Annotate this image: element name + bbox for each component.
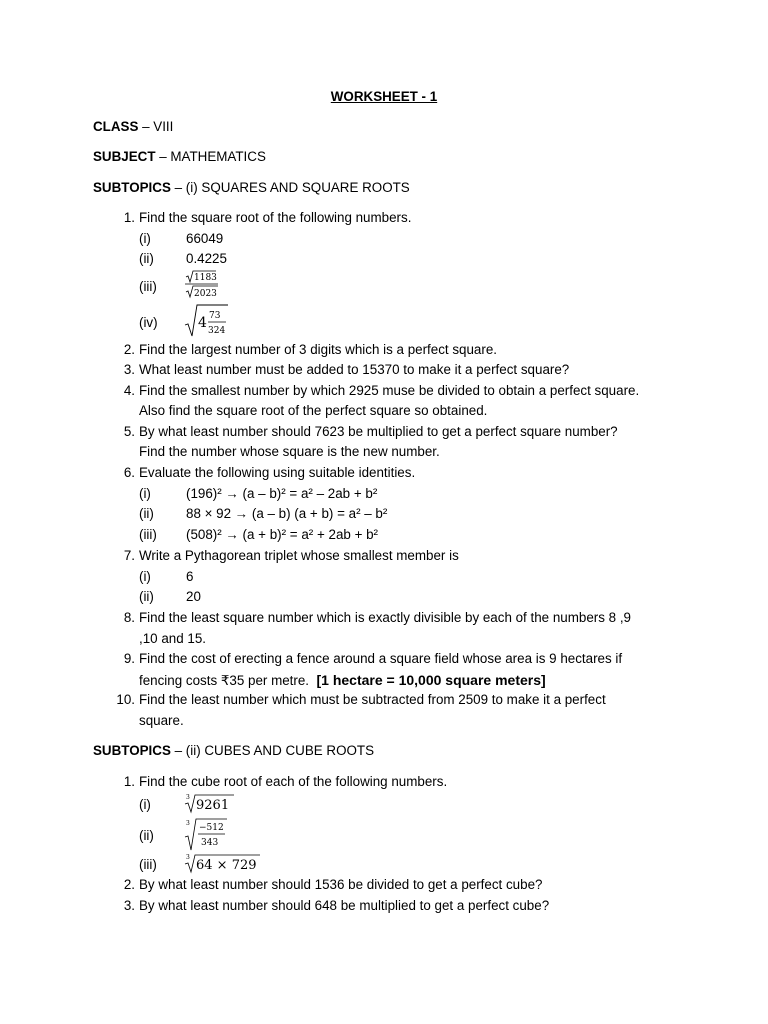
question-text: What least number must be added to 15370 to make it a perfect square? [139,362,570,377]
question-number: 2. [123,877,135,892]
question-text-continued: fencing costs ₹35 per metre. [139,673,310,688]
question-number: 9. [123,651,135,666]
part-value: 6 [186,569,194,584]
question-text: Find the largest number of 3 digits which is a perfect square. [139,342,498,357]
subtopic-value: – (ii) CUBES AND CUBE ROOTS [170,743,375,758]
question-text-continued: Find the number whose square is the new number. [139,444,440,459]
question-text-continued: Also find the square root of the perfect square so obtained. [139,403,488,418]
question-number: 4. [123,383,135,398]
root-index: 3 [186,854,190,861]
subtopic-label: SUBTOPICS [93,180,171,195]
class-value: – VIII [138,119,174,134]
subject-label: SUBJECT [93,149,156,164]
part-label: (i) [139,486,151,501]
question-text: By what least number should 648 be multiplied to get a perfect cube? [139,898,550,913]
sqrt-mixed-number-math [184,303,232,339]
hectare-note: [1 hectare = 10,000 square meters] [316,672,546,688]
fraction-denominator: 2023 [194,289,217,299]
cube-root-math [184,792,244,814]
question-number: 2. [123,342,135,357]
subject-value: – MATHEMATICS [155,149,266,164]
radicand: 64 × 729 [196,858,257,873]
question-number: 7. [123,548,135,563]
subtopic-label: SUBTOPICS [93,743,171,758]
question-number: 10. [116,692,135,707]
part-label: (i) [139,231,151,246]
subject-line [93,149,266,164]
part-label: (i) [139,569,151,584]
part-label: (ii) [139,589,154,604]
question-number: 3. [123,898,135,913]
question-number: 3. [123,362,135,377]
question-text: Find the cube root of each of the following numbers. [139,774,448,789]
part-value: 88 × 92 → (a – b) (a + b) = a² – b² [186,506,388,521]
question-text: Write a Pythagorean triplet whose smallest member is [139,548,459,563]
part-label: (ii) [139,506,154,521]
fraction-denominator: 343 [201,838,219,848]
cube-root-product-math [184,852,264,874]
part-label: (iii) [139,279,157,294]
part-label: (iii) [139,527,157,542]
fraction-denominator: 324 [208,326,226,336]
worksheet-title: WORKSHEET - 1 [330,89,438,104]
question-number: 1. [123,210,135,225]
question-number: 8. [123,610,135,625]
part-label: (iii) [139,857,157,872]
subtopic-line-1 [93,180,410,195]
fraction-numerator: 1183 [194,273,217,283]
fraction-numerator: −512 [199,823,224,833]
part-value: (196)² → (a – b)² = a² – 2ab + b² [186,486,378,501]
question-text: Evaluate the following using suitable identities. [139,465,416,480]
cube-root-fraction-math [184,817,234,853]
part-label: (iv) [139,315,158,330]
question-number: 5. [123,424,135,439]
root-index: 3 [186,820,190,827]
question-text: Find the least square number which is exactly divisible by each of the numbers 8 ,9 [139,610,631,625]
part-label: (i) [139,797,151,812]
question-text: Find the cost of erecting a fence around a square field whose area is 9 hectares if [139,651,623,666]
question-text-continued: square. [139,713,184,728]
root-index: 3 [186,794,190,801]
class-line [93,119,173,134]
part-value: (508)² → (a + b)² = a² + 2ab + b² [186,527,379,542]
subtopic-line-2 [93,743,374,758]
part-value: 20 [186,589,201,604]
part-value: 0.4225 [186,251,227,266]
mixed-whole: 4 [198,315,207,331]
part-value: 66049 [186,231,224,246]
question-text-continued-wrap [139,670,699,692]
radicand: 9261 [196,798,230,813]
question-number: 6. [123,465,135,480]
part-label: (ii) [139,828,154,843]
part-label: (ii) [139,251,154,266]
question-text: Find the square root of the following numbers. [139,210,412,225]
question-text: By what least number should 7623 be multiplied to get a perfect square number? [139,424,618,439]
class-label: CLASS [93,119,139,134]
subtopic-value: – (i) SQUARES AND SQUARE ROOTS [170,180,410,195]
question-text: Find the smallest number by which 2925 muse be divided to obtain a perfect square. [139,383,640,398]
fraction-numerator: 73 [209,311,221,321]
sqrt-fraction-math [184,270,224,302]
question-number: 1. [123,774,135,789]
question-text: By what least number should 1536 be divided to get a perfect cube? [139,877,543,892]
question-text: Find the least number which must be subtracted from 2509 to make it a perfect [139,692,606,707]
question-text-continued: ,10 and 15. [139,631,207,646]
